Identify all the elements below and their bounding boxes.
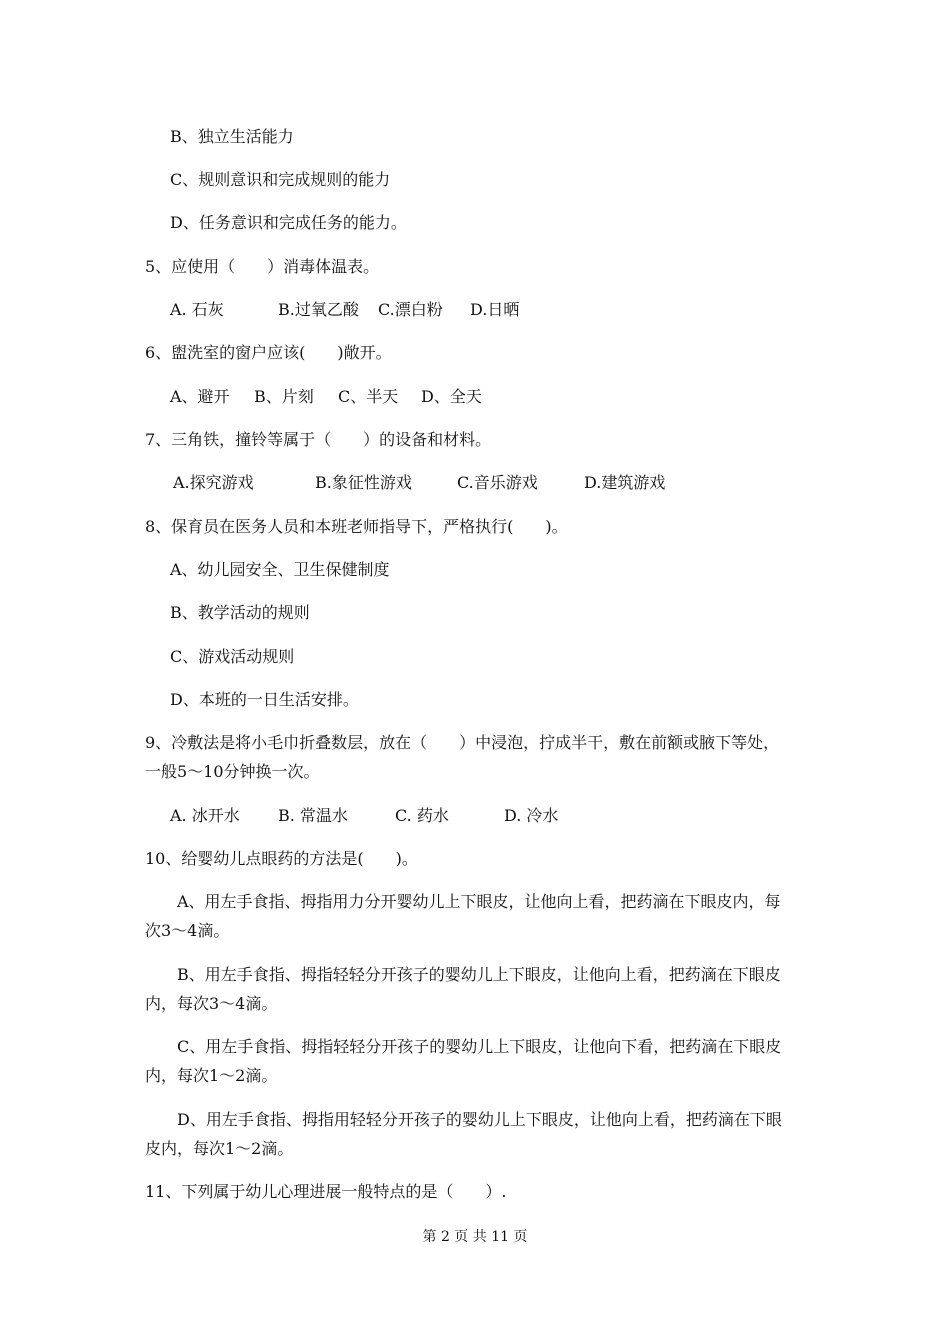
- q5-option-d: D.日晒: [470, 300, 520, 319]
- q10-option-a-line2: 次3～4滴。: [145, 921, 230, 940]
- q11-stem: 11、下列属于幼儿心理进展一般特点的是（ ）.: [145, 1182, 507, 1201]
- q7-stem: 7、三角铁，撞铃等属于（ ）的设备和材料。: [145, 430, 492, 449]
- q10-option-c-line1: C、用左手食指、拇指轻轻分开孩子的婴幼儿上下眼皮，让他向下看，把药滴在下眼皮: [177, 1037, 782, 1056]
- q10-option-a-line1: A、用左手食指、拇指用力分开婴幼儿上下眼皮，让他向上看，把药滴在下眼皮内，每: [177, 892, 781, 911]
- q9-option-d: D. 冷水: [504, 806, 559, 825]
- q9-stem-line2: 一般5～10分钟换一次。: [145, 762, 320, 781]
- q4-option-c: C、规则意识和完成规则的能力: [170, 170, 391, 189]
- q5-option-c: C.漂白粉: [378, 300, 443, 319]
- q10-option-b-line1: B、用左手食指、拇指轻轻分开孩子的婴幼儿上下眼皮，让他向上看，把药滴在下眼皮: [177, 965, 781, 984]
- q9-stem-line1: 9、冷敷法是将小毛巾折叠数层，放在（ ）中浸泡，拧成半干，敷在前额或腋下等处，: [145, 733, 780, 752]
- q9-option-a: A. 冰开水: [170, 806, 240, 825]
- q7-options: [0, 472, 950, 494]
- q6-option-b: B、片刻: [254, 387, 314, 406]
- q5-stem: 5、应使用（ ）消毒体温表。: [145, 257, 380, 276]
- q9-option-b: B. 常温水: [278, 806, 348, 825]
- q10-option-c-line2: 内，每次1～2滴。: [145, 1066, 278, 1085]
- q7-option-b: B.象征性游戏: [315, 473, 412, 492]
- q6-stem: 6、盥洗室的窗户应该( )敞开。: [145, 343, 392, 362]
- q9-option-c: C. 药水: [395, 806, 449, 825]
- q7-option-c: C.音乐游戏: [457, 473, 538, 492]
- q7-option-d: D.建筑游戏: [584, 473, 666, 492]
- q8-option-c: C、游戏活动规则: [170, 647, 295, 666]
- q8-option-a: A、幼儿园安全、卫生保健制度: [170, 560, 390, 579]
- q8-stem: 8、保育员在医务人员和本班老师指导下，严格执行( )。: [145, 517, 568, 536]
- q10-stem: 10、给婴幼儿点眼药的方法是( )。: [145, 849, 418, 868]
- q10-option-d-line2: 皮内，每次1～2滴。: [145, 1139, 294, 1158]
- q6-option-c: C、半天: [338, 387, 399, 406]
- q4-option-b: B、独立生活能力: [170, 127, 294, 146]
- q5-options: [0, 299, 950, 321]
- q10-option-d-line1: D、用左手食指、拇指用轻轻分开孩子的婴幼儿上下眼皮，让他向上看，把药滴在下眼: [177, 1110, 782, 1129]
- q6-option-a: A、避开: [170, 387, 230, 406]
- q6-option-d: D、全天: [421, 387, 482, 406]
- q8-option-b: B、教学活动的规则: [170, 603, 310, 622]
- q5-option-b: B.过氧乙酸: [278, 300, 359, 319]
- q9-options: [0, 805, 950, 827]
- q7-option-a: A.探究游戏: [173, 473, 254, 492]
- q6-options: [0, 386, 950, 408]
- q8-option-d: D、本班的一日生活安排。: [170, 690, 359, 709]
- page-footer: 第 2 页 共 11 页: [422, 1229, 528, 1245]
- q5-option-a: A. 石灰: [170, 300, 224, 319]
- q10-option-b-line2: 内，每次3～4滴。: [145, 994, 278, 1013]
- q4-option-d: D、任务意识和完成任务的能力。: [170, 213, 407, 232]
